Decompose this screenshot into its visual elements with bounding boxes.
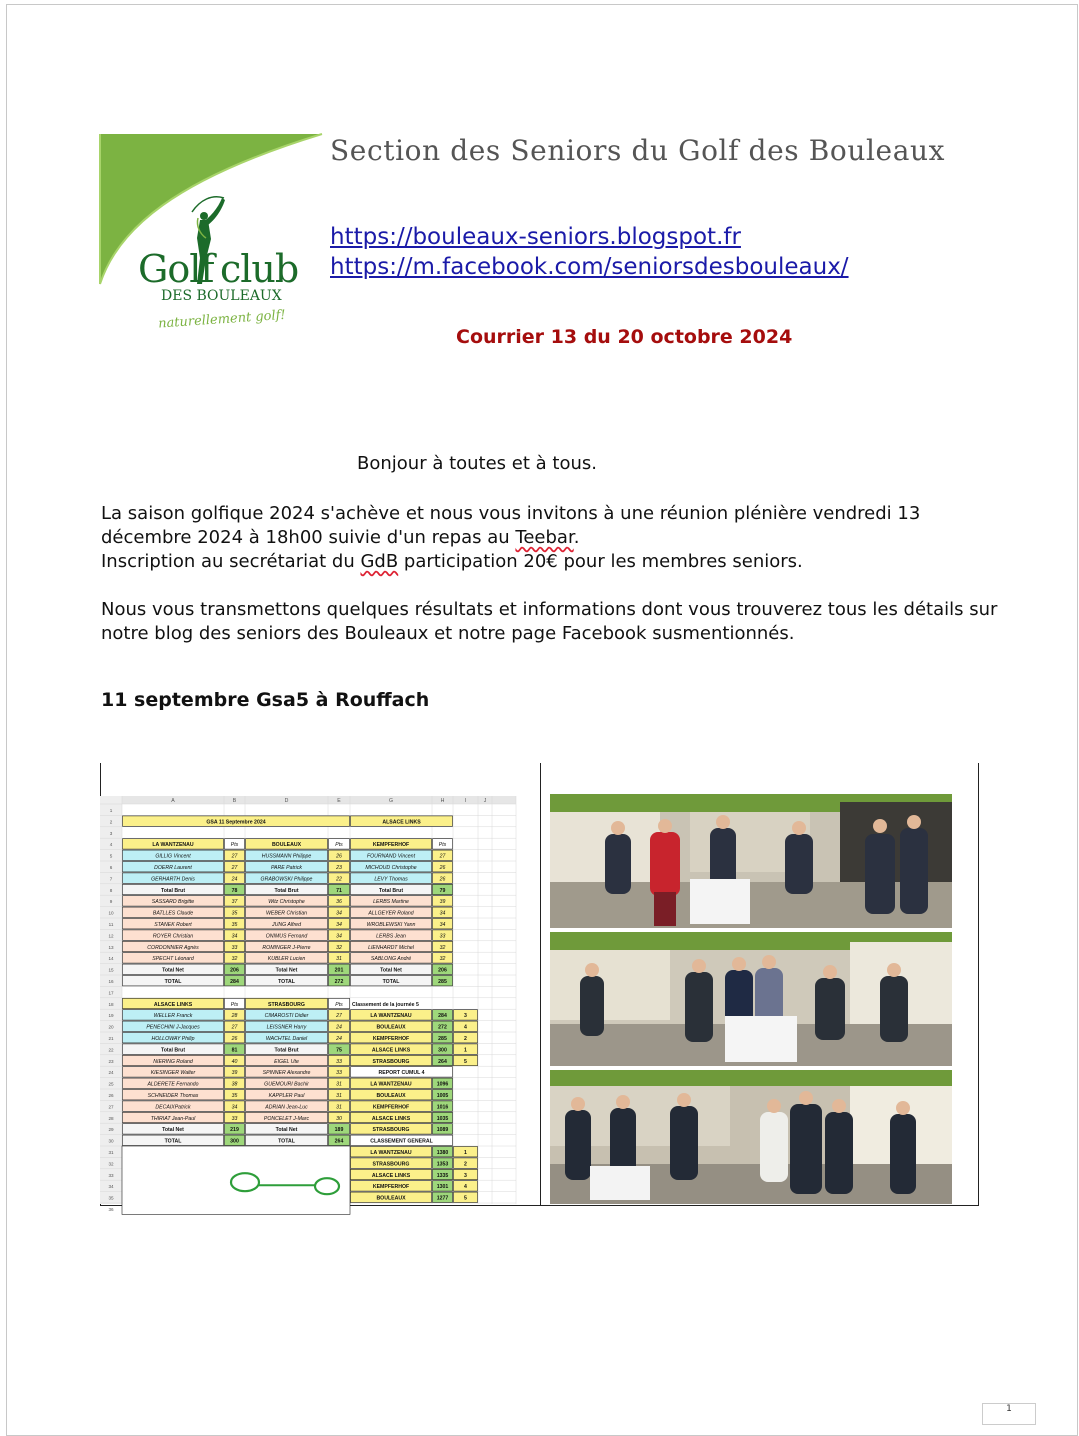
sheet-points: 23 <box>336 865 342 871</box>
sheet-points: 24 <box>336 1024 342 1031</box>
sheet-row-number: 22 <box>108 1047 114 1053</box>
logo-bouleaux-word: DES BOULEAUX <box>161 288 282 304</box>
sheet-row-number: 32 <box>108 1161 114 1167</box>
sheet-report-team: BOULEAUX <box>376 1093 406 1099</box>
sheet-general-rank: 2 <box>464 1161 467 1168</box>
sheet-team-header: STRASBOURG <box>268 1001 305 1008</box>
sheet-row-number: 5 <box>109 853 113 859</box>
sheet-player: Total Brut <box>378 887 404 894</box>
sheet-points: 34 <box>231 933 238 940</box>
sheet-points: 264 <box>334 1138 344 1145</box>
sheet-report-team: ALSACE LINKS <box>371 1115 411 1122</box>
sheet-journee-rank: 2 <box>464 1036 467 1042</box>
sheet-report-score: 1016 <box>436 1104 449 1111</box>
sheet-row-number: 23 <box>108 1058 114 1064</box>
sheet-row-number: 10 <box>108 910 114 916</box>
sheet-row-number: 6 <box>109 865 113 870</box>
sheet-row-number: 20 <box>108 1024 114 1030</box>
sheet-points: 34 <box>336 922 342 928</box>
sheet-player: Total Net <box>162 967 184 974</box>
sheet-general-team: STRASBOURG <box>372 1161 410 1168</box>
sheet-points: 284 <box>230 979 239 985</box>
sheet-points: 36 <box>336 899 342 906</box>
sheet-player: STANEK Robert <box>154 922 192 928</box>
sheet-player: SASSARD Brigitte <box>151 899 195 906</box>
sheet-general-rank: 1 <box>464 1150 467 1156</box>
sheet-player: GILLIG Vincent <box>155 853 191 860</box>
sheet-title-right: ALSACE LINKS <box>382 819 421 826</box>
sheet-report-score: 1035 <box>436 1115 449 1122</box>
sheet-points: 26 <box>231 1036 238 1042</box>
sheet-row-number: 12 <box>108 933 114 939</box>
photo-award-3 <box>550 1070 952 1204</box>
gdb-word: GdB <box>360 551 399 572</box>
sheet-player: GRABOWSKI Philippe <box>260 876 313 883</box>
sheet-player: ROMINGER J-Pierre <box>262 944 311 951</box>
sheet-row-number: 1 <box>109 808 113 813</box>
sheet-row-number: 13 <box>108 944 114 950</box>
sheet-player: HUSSMANN Philippe <box>261 853 312 860</box>
sheet-player: ROYER Christian <box>152 933 194 940</box>
sheet-journee-team: BOULEAUX <box>376 1024 406 1031</box>
sheet-player: NIERING Roland <box>153 1058 193 1065</box>
sheet-row-number: 8 <box>109 887 113 893</box>
sheet-player: SCHNEIDER Thomas <box>147 1093 199 1099</box>
sheet-points: 39 <box>231 1070 238 1077</box>
sheet-player: LEISSNER Harry <box>266 1024 307 1031</box>
sheet-player: WACHTEL Daniel <box>265 1036 308 1042</box>
sheet-journee-team: ALSACE LINKS <box>371 1047 411 1054</box>
sheet-points: 27 <box>439 853 446 860</box>
sheet-row-number: 31 <box>108 1150 114 1155</box>
sheet-points: 35 <box>231 910 238 917</box>
sheet-col-letter: J <box>483 798 487 804</box>
sheet-player: JUNG Alfred <box>272 922 301 928</box>
sheet-player: KUBLER Lucien <box>267 956 306 963</box>
sheet-player: CIMAROSTI Didier <box>264 1013 309 1020</box>
sheet-player: CORDONNIER Agnès <box>147 944 199 951</box>
sheet-player: Total Net <box>275 967 298 974</box>
sheet-player: Total Brut <box>160 1047 186 1054</box>
sheet-row-number: 3 <box>109 830 113 836</box>
sheet-journee-score: 285 <box>438 1036 447 1042</box>
sheet-points: 37 <box>231 899 238 906</box>
sheet-row-number: 15 <box>108 967 114 973</box>
sheet-player: Total Net <box>275 1127 298 1134</box>
sheet-row-number: 26 <box>108 1093 114 1098</box>
sheet-col-letter: H <box>440 798 445 804</box>
sheet-points: 35 <box>231 1093 238 1099</box>
logo-club-word: club <box>220 247 299 291</box>
sheet-points: 22 <box>336 876 342 883</box>
sheet-points: 31 <box>336 956 342 963</box>
sheet-report-team: LA WANTZENAU <box>370 1081 412 1088</box>
sheet-player: TOTAL <box>278 979 295 985</box>
sheet-team-header: BOULEAUX <box>271 842 302 849</box>
table-border-right <box>978 763 979 1206</box>
sheet-team-header: KEMPFERHOF <box>372 842 410 849</box>
sheet-points: 34 <box>336 910 342 917</box>
sheet-points: 34 <box>439 922 446 928</box>
sheet-column-header <box>100 796 516 804</box>
sheet-journee-score: 272 <box>438 1024 447 1031</box>
sheet-row-number: 21 <box>108 1036 114 1041</box>
sheet-points: 81 <box>231 1047 238 1054</box>
sheet-row-number: 18 <box>108 1001 114 1007</box>
sheet-player: DOERR Laurent <box>154 865 192 871</box>
sheet-points: 206 <box>230 967 239 974</box>
sheet-journee-rank: 1 <box>464 1047 467 1054</box>
sheet-row-number: 16 <box>108 979 114 984</box>
sheet-pts-header: Pts <box>335 1001 343 1008</box>
sheet-points: 206 <box>438 967 447 974</box>
sheet-row-number: 2 <box>109 819 113 825</box>
sheet-general-team: ALSACE LINKS <box>371 1172 411 1179</box>
sheet-journee-score: 284 <box>438 1013 447 1020</box>
sheet-points: 35 <box>231 922 238 928</box>
sheet-team-header: LA WANTZENAU <box>152 842 194 849</box>
sheet-title: GSA 11 Septembre 2024 <box>206 819 266 826</box>
sheet-player: WELLER Franck <box>153 1013 193 1020</box>
sheet-team-header: ALSACE LINKS <box>153 1001 193 1008</box>
sheet-player: LEVY Thomas <box>374 876 408 883</box>
sheet-player: SPINNER Alexandre <box>262 1070 311 1077</box>
sheet-points: 40 <box>231 1058 238 1065</box>
sheet-general-score: 1380 <box>436 1150 449 1156</box>
sheet-points: 31 <box>336 1081 342 1088</box>
sheet-player: TOTAL <box>278 1138 295 1145</box>
sheet-col-letter: E <box>337 798 341 804</box>
page-number: 1 <box>982 1403 1036 1425</box>
sheet-points: 285 <box>438 979 447 985</box>
sheet-player: PARE Patrick <box>270 865 303 871</box>
sheet-report-score: 1096 <box>436 1081 449 1088</box>
sheet-player: Total Net <box>162 1127 184 1134</box>
sheet-points: 33 <box>231 944 238 951</box>
sheet-points: 272 <box>334 979 344 985</box>
sheet-player: MICHOUD Christophe <box>365 865 417 871</box>
page-title: Section des Seniors du Golf des Bouleaux <box>330 134 946 167</box>
greeting: Bonjour à toutes et à tous. <box>357 453 597 474</box>
teebar-word: Teebar <box>515 527 574 548</box>
sheet-row-number: 34 <box>108 1184 114 1190</box>
sheet-points: 189 <box>334 1127 344 1134</box>
sheet-points: 24 <box>336 1036 342 1042</box>
sheet-general-rank: 3 <box>464 1172 467 1179</box>
sheet-player: TOTAL <box>382 979 400 985</box>
sheet-points: 32 <box>336 944 342 951</box>
sheet-player: WROBLEWSKI Yann <box>366 922 416 928</box>
sheet-player: Total Net <box>380 967 402 974</box>
sheet-player: TOTAL <box>164 979 182 985</box>
sheet-pts-header: Pts <box>438 842 447 849</box>
sheet-col-letter: G <box>388 798 394 804</box>
sheet-points: 34 <box>336 933 342 940</box>
sheet-points: 31 <box>336 1093 342 1099</box>
photo-award-1 <box>550 794 952 928</box>
sheet-points: 33 <box>336 1070 342 1077</box>
courrier-date: Courrier 13 du 20 octobre 2024 <box>456 326 793 348</box>
sheet-player: ADRIAN Jean-Luc <box>265 1104 308 1111</box>
sheet-points: 32 <box>231 956 238 963</box>
sheet-row-number: 14 <box>108 956 114 962</box>
sheet-points: 28 <box>231 1013 238 1020</box>
sheet-points: 27 <box>231 853 238 860</box>
sheet-journee-team: KEMPFERHOF <box>372 1036 410 1042</box>
sheet-points: 78 <box>231 887 238 894</box>
sheet-points: 32 <box>439 956 446 963</box>
sheet-row-number: 4 <box>109 842 113 848</box>
sheet-general-title: CLASSEMENT GENERAL <box>370 1138 433 1145</box>
sheet-row-number: 25 <box>108 1081 114 1087</box>
sheet-general-rank: 4 <box>464 1184 467 1191</box>
sheet-col-letter: D <box>284 798 289 804</box>
sheet-general-team: KEMPFERHOF <box>372 1184 410 1191</box>
sheet-general-score: 1335 <box>436 1172 449 1179</box>
sheet-points: 24 <box>231 876 238 883</box>
results-spreadsheet <box>100 796 516 1212</box>
sheet-row-number: 29 <box>108 1127 114 1133</box>
sheet-player: PENECHINI J-Jacques <box>146 1024 200 1031</box>
sheet-general-score: 1301 <box>436 1184 449 1191</box>
sheet-report-score: 1005 <box>436 1093 449 1099</box>
sheet-points: 27 <box>231 1024 238 1031</box>
invitation-text: La saison golfique 2024 s'achève et nous vous invitons à une réunion plénière vendredi 13 décembre 2024 à 18h00 suivie d'un repas au <box>101 503 921 548</box>
sheet-player: Total Brut <box>160 887 186 894</box>
sheet-player: KAPPLER Paul <box>268 1093 305 1099</box>
sheet-row-number: 11 <box>108 922 114 927</box>
sheet-player: PONCELET J-Marc <box>263 1115 310 1122</box>
photo-collage <box>550 794 952 1204</box>
blog-link[interactable]: https://bouleaux-seniors.blogspot.fr <box>330 224 741 250</box>
sheet-points: 75 <box>336 1047 342 1054</box>
section-heading: 11 septembre Gsa5 à Rouffach <box>101 689 430 711</box>
sheet-points: 300 <box>230 1138 239 1145</box>
sheet-general-score: 1277 <box>436 1195 449 1202</box>
sheet-row-number: 27 <box>108 1104 114 1110</box>
sheet-row-number: 30 <box>108 1138 114 1144</box>
sheet-points: 201 <box>334 967 344 974</box>
participation-text: participation 20€ pour les membres seniors. <box>398 551 803 572</box>
sheet-player: BATLLES Claude <box>152 910 194 917</box>
sheet-player: GERHARTH Denis <box>151 876 195 883</box>
sheet-general-rank: 5 <box>464 1195 467 1202</box>
sheet-report-score: 1089 <box>436 1127 449 1134</box>
sheet-points: 26 <box>336 853 342 860</box>
sheet-player: WEBER Christian <box>266 910 307 917</box>
paragraph-invitation <box>101 502 1001 574</box>
sheet-col-letter: I <box>464 798 467 804</box>
sheet-points: 34 <box>231 1104 238 1111</box>
sheet-player: SPECHT Léonard <box>152 956 194 963</box>
paragraph-results: Nous vous transmettons quelques résultats et informations dont vous trouverez tous les détails sur notre blog des seniors des Bouleaux et notre page Facebook susmentionnés. <box>101 599 998 644</box>
sheet-player: GUEMOURI Bachir <box>264 1081 309 1088</box>
sheet-general-team: LA WANTZENAU <box>370 1150 412 1156</box>
sheet-player: LERBS Jean <box>376 933 406 940</box>
sheet-general-team: BOULEAUX <box>376 1195 406 1202</box>
sheet-player: ALLGEYER Roland <box>368 910 414 917</box>
media-table <box>100 763 979 1212</box>
sheet-points: 33 <box>439 933 446 940</box>
sheet-row-number: 28 <box>108 1115 114 1121</box>
sheet-journee-score: 300 <box>438 1047 447 1054</box>
table-border-middle <box>540 763 541 1206</box>
sheet-points: 32 <box>439 944 446 951</box>
sheet-journee-team: LA WANTZENAU <box>370 1013 412 1020</box>
sheet-player: Total Brut <box>274 887 299 894</box>
sheet-points: 26 <box>439 865 446 871</box>
sheet-row-number: 24 <box>108 1070 114 1076</box>
sheet-classement-title: Classement de la journée 5 <box>352 1001 419 1008</box>
sheet-player: FOURNAND Vincent <box>366 853 416 860</box>
sheet-general-score: 1353 <box>436 1161 449 1168</box>
sheet-player: ALDERETE Fernando <box>147 1081 199 1088</box>
sheet-points: 34 <box>439 910 446 917</box>
sheet-row-number: 17 <box>108 990 114 996</box>
sheet-points: 27 <box>336 1013 342 1020</box>
sheet-pts-header: Pts <box>335 842 343 849</box>
sheet-player: Witz Christophe <box>268 899 305 906</box>
sheet-journee-rank: 4 <box>464 1024 467 1031</box>
sheet-player: SABLONG André <box>370 956 412 963</box>
sheet-points: 27 <box>231 865 238 871</box>
sheet-points: 31 <box>336 1104 342 1111</box>
sheet-row-number: 33 <box>108 1172 114 1178</box>
invitation-period: . <box>573 527 580 548</box>
sheet-row-number: 9 <box>109 899 113 905</box>
sheet-player: HOLLOWAY Philip <box>151 1036 195 1042</box>
sheet-player: THIRIAT Jean-Paul <box>150 1115 196 1122</box>
sheet-journee-team: STRASBOURG <box>372 1058 410 1065</box>
sheet-row-number: 36 <box>108 1207 114 1212</box>
logo-tagline: naturellement golf! <box>157 307 287 332</box>
sheet-col-letter: B <box>232 798 237 804</box>
sheet-points: 39 <box>439 899 446 906</box>
facebook-link[interactable]: https://m.facebook.com/seniorsdesbouleaux/ <box>330 254 849 280</box>
sheet-pts-header: Pts <box>230 1001 239 1008</box>
sheet-col-letter: A <box>171 798 175 804</box>
sheet-player: TOTAL <box>164 1138 182 1145</box>
sheet-journee-rank: 5 <box>464 1058 467 1065</box>
sheet-points: 219 <box>230 1127 239 1134</box>
sheet-journee-score: 264 <box>438 1058 447 1065</box>
sheet-player: LERBS Martine <box>373 899 409 906</box>
sheet-points: 71 <box>336 887 342 894</box>
photo-award-2 <box>550 932 952 1066</box>
sheet-report-team: STRASBOURG <box>372 1127 410 1134</box>
sheet-row-number: 19 <box>108 1013 114 1019</box>
sheet-points: 33 <box>336 1058 342 1065</box>
sheet-player: Total Brut <box>274 1047 299 1054</box>
logo-golf-word: Golf <box>138 247 214 291</box>
sheet-logo-box <box>122 1146 350 1214</box>
sheet-player: KIESINGER Walter <box>150 1070 196 1077</box>
sheet-journee-rank: 3 <box>464 1013 467 1020</box>
sheet-row-number: 7 <box>109 876 113 882</box>
golf-club-logo <box>100 134 322 344</box>
sheet-report-title: REPORT CUMUL 4 <box>378 1070 425 1077</box>
sheet-player: LIENHARDT Michel <box>368 944 414 951</box>
sheet-points: 33 <box>231 1115 238 1122</box>
sheet-report-team: KEMPFERHOF <box>372 1104 410 1111</box>
sheet-points: 79 <box>439 887 446 894</box>
sheet-player: DECAIXPatrick <box>155 1104 191 1111</box>
sheet-pts-header: Pts <box>230 842 239 849</box>
sheet-player: EIGEL Ute <box>274 1058 299 1065</box>
sheet-points: 38 <box>231 1081 238 1088</box>
sheet-points: 26 <box>439 876 446 883</box>
sheet-points: 30 <box>336 1115 342 1122</box>
sheet-row-number: 35 <box>108 1195 114 1201</box>
inscription-text: Inscription au secrétariat du <box>101 551 361 572</box>
sheet-player: ONIMUS Fernand <box>265 933 308 940</box>
